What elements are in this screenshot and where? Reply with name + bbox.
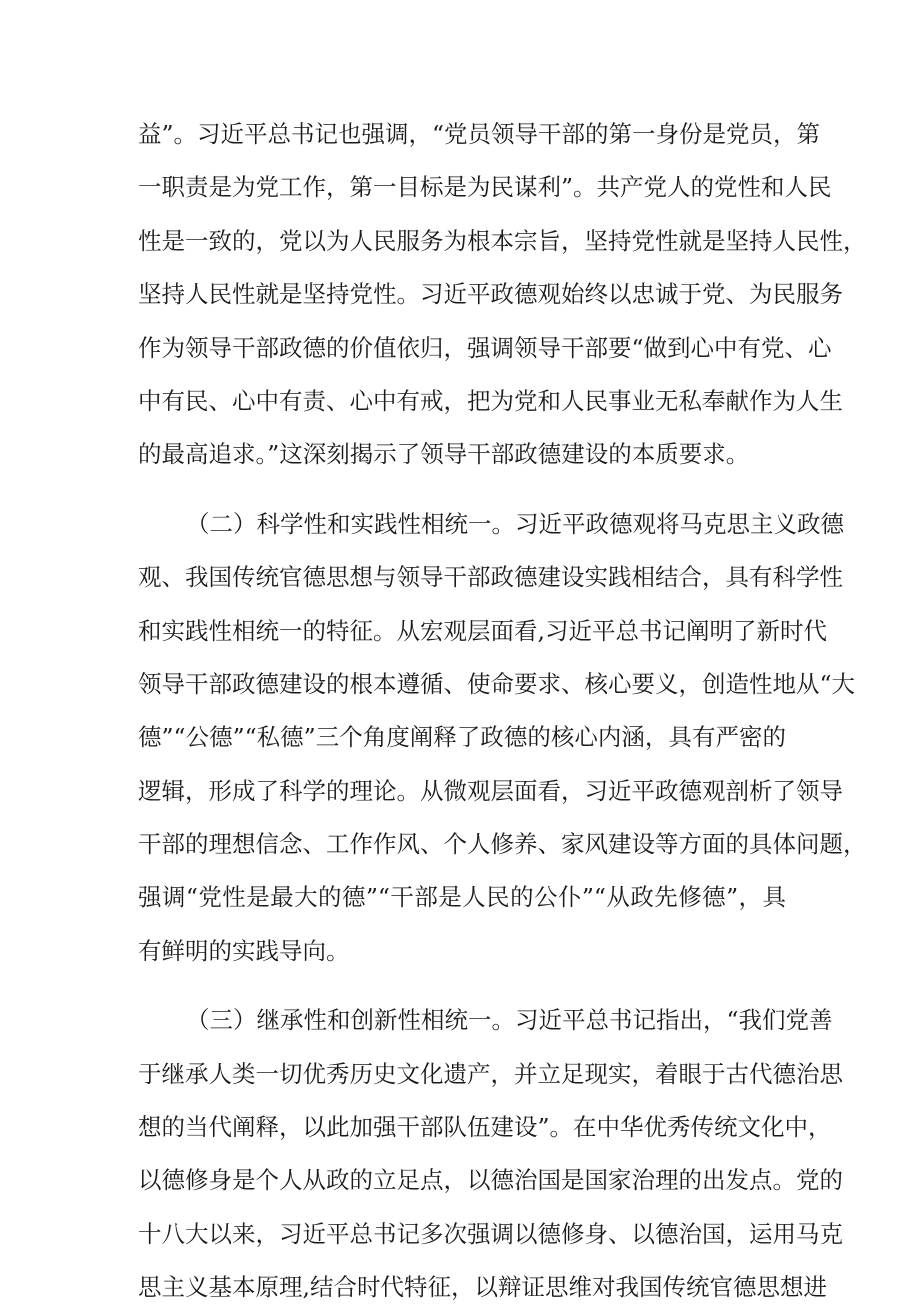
text-line: 作为领导干部政德的价值依归，强调领导干部要“做到心中有党、心 — [138, 333, 832, 362]
text-line: （三）继承性和创新性相统一。习近平总书记指出，“我们党善 — [186, 1006, 833, 1035]
paragraph-3 — [138, 994, 843, 1314]
text-line: 干部的理想信念、工作作风、个人修养、家风建设等方面的具体问题， — [138, 830, 867, 859]
text-line: 和实践性相统一的特征。从宏观层面看,习近平总书记阐明了新时代 — [138, 616, 827, 645]
text-line: 强调“党性是最大的德”“干部是人民的公仆”“从政先修德”，具 — [138, 883, 786, 912]
text-line: 领导干部政德建设的根本遵循、使命要求、核心要义，创造性地从“大 — [138, 669, 856, 698]
text-line: 想的当代阐释，以此加强干部队伍建设”。在中华优秀传统文化中， — [138, 1113, 832, 1142]
text-line: 坚持人民性就是坚持党性。习近平政德观始终以忠诚于党、为民服务 — [138, 280, 843, 309]
text-line: 逻辑，形成了科学的理论。从微观层面看，习近平政德观剖析了领导 — [138, 776, 843, 805]
text-line: （二）科学性和实践性相统一。习近平政德观将马克思主义政德 — [186, 509, 844, 538]
text-line: 观、我国传统官德思想与领导干部政德建设实践相结合，具有科学性 — [138, 563, 843, 592]
paragraph-gap — [138, 482, 786, 498]
text-line: 一职责是为党工作，第一目标是为民谋利”。共产党人的党性和人民 — [138, 173, 832, 202]
text-line: 益”。习近平总书记也强调，“党员领导干部的第一身份是党员，第 — [138, 120, 821, 148]
paragraph-1 — [138, 108, 867, 482]
text-line: 于继承人类一切优秀历史文化遗产，并立足现实，着眼于古代德治思 — [138, 1059, 843, 1088]
body-text — [138, 108, 867, 1315]
paragraph-gap — [138, 978, 786, 994]
text-line: 德”“公德”“私德”三个角度阐释了政德的核心内涵，具有严密的 — [138, 723, 786, 752]
text-line: 的最高追求。”这深刻揭示了领导干部政德建设的本质要求。 — [138, 440, 750, 469]
text-line: 性是一致的，党以为人民服务为根本宗旨，坚持党性就是坚持人民性， — [138, 226, 867, 255]
text-line: 以德修身是个人从政的立足点，以德治国是国家治理的出发点。党的 — [138, 1166, 843, 1195]
text-line: 十八大以来，习近平总书记多次强调以德修身、以德治国，运用马克 — [138, 1219, 843, 1248]
paragraph-2 — [138, 498, 867, 979]
text-line: 思主义基本原理,结合时代特征，以辩证思维对我国传统官德思想进 — [138, 1273, 827, 1302]
text-line: 中有民、心中有责、心中有戒，把为党和人民事业无私奉献作为人生 — [138, 386, 843, 415]
text-line: 有鲜明的实践导向。 — [138, 936, 350, 965]
